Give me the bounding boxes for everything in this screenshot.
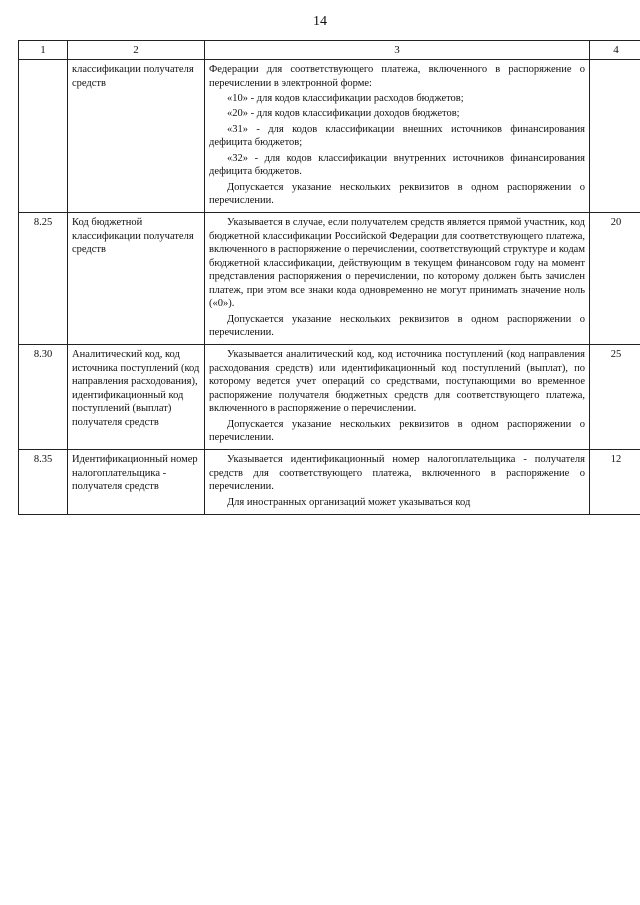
- field-length: 20: [590, 213, 640, 345]
- description-paragraph: «20» - для кодов классификации доходов бюджетов;: [227, 108, 460, 120]
- header-col3: 3: [205, 41, 590, 60]
- header-col1: 1: [19, 41, 68, 60]
- table-row: [19, 345, 640, 450]
- requirements-table: [18, 40, 640, 515]
- requisite-description: [205, 450, 590, 515]
- description-paragraph: Для иностранных организаций может указываться код: [227, 496, 471, 508]
- table-row: [19, 450, 640, 515]
- field-length: [590, 60, 640, 213]
- field-length: 12: [590, 450, 640, 515]
- table-row: [19, 213, 640, 345]
- page-number: 14: [313, 14, 327, 29]
- row-number: 8.35: [19, 450, 68, 515]
- header-col4: 4: [590, 41, 640, 60]
- description-paragraph: Допускается указание нескольких реквизитов в одном распоряжении о перечислении.: [209, 418, 585, 444]
- requisite-description: [205, 60, 590, 213]
- table-header-row: [19, 41, 640, 60]
- requisite-name: классификации получателя средств: [68, 60, 205, 213]
- description-paragraph: «10» - для кодов классификации расходов бюджетов;: [227, 92, 464, 104]
- description-paragraph: Допускается указание нескольких реквизитов в одном распоряжении о перечислении.: [209, 313, 585, 338]
- description-paragraph: «31» - для кодов классификации внешних источников финансирования дефицита бюджетов;: [209, 123, 585, 149]
- table-body: [19, 60, 640, 515]
- row-number: 8.30: [19, 345, 68, 450]
- row-number: 8.25: [19, 213, 68, 345]
- requisite-description: [205, 345, 590, 450]
- description-paragraph: Указывается в случае, если получателем средств является прямой участник, код бюджетной классификации Российской Федерации для соответствующего платежа, включенного в распоряжение о перечислении, соответствующий структуре и кодам бюджетной классификации, действующим в текущем финансовом году на момент представления распоряжения о перечислении, по которому должен быть зачислен платеж, при этом все знаки кода одновременно не могут принимать значение ноль («0»).: [209, 217, 585, 310]
- description-paragraph: Указывается аналитический код, код источника поступлений (код направления расходования средств) или идентификационный код поступлений (выплат), по которому ведется учет операций со средствами, поступающими во временное распоряжение получателя бюджетных средств для соответствующего платежа, включенного в распоряжение о перечислении.: [209, 349, 585, 415]
- requisite-description: [205, 213, 590, 345]
- description-paragraph: «32» - для кодов классификации внутренних источников финансирования дефицита бюджетов.: [209, 152, 585, 178]
- description-paragraph: Федерации для соответствующего платежа, включенного в распоряжение о перечислении в электронной форме:: [209, 64, 585, 89]
- header-col2: 2: [68, 41, 205, 60]
- description-paragraph: Указывается идентификационный номер налогоплательщика - получателя средств для соответствующего платежа, включенного в распоряжение о перечислении.: [209, 454, 585, 493]
- requisite-name: Код бюджетной классификации получателя средств: [68, 213, 205, 345]
- table-row: [19, 60, 640, 213]
- field-length: 25: [590, 345, 640, 450]
- requisite-name: Аналитический код, код источника поступлений (код направления расходования), идентификационный код поступлений (выплат) получателя средств: [68, 345, 205, 450]
- row-number: [19, 60, 68, 213]
- requisite-name: Идентификационный номер налогоплательщика - получателя средств: [68, 450, 205, 515]
- description-paragraph: Допускается указание нескольких реквизитов в одном распоряжении о перечислении.: [209, 181, 585, 207]
